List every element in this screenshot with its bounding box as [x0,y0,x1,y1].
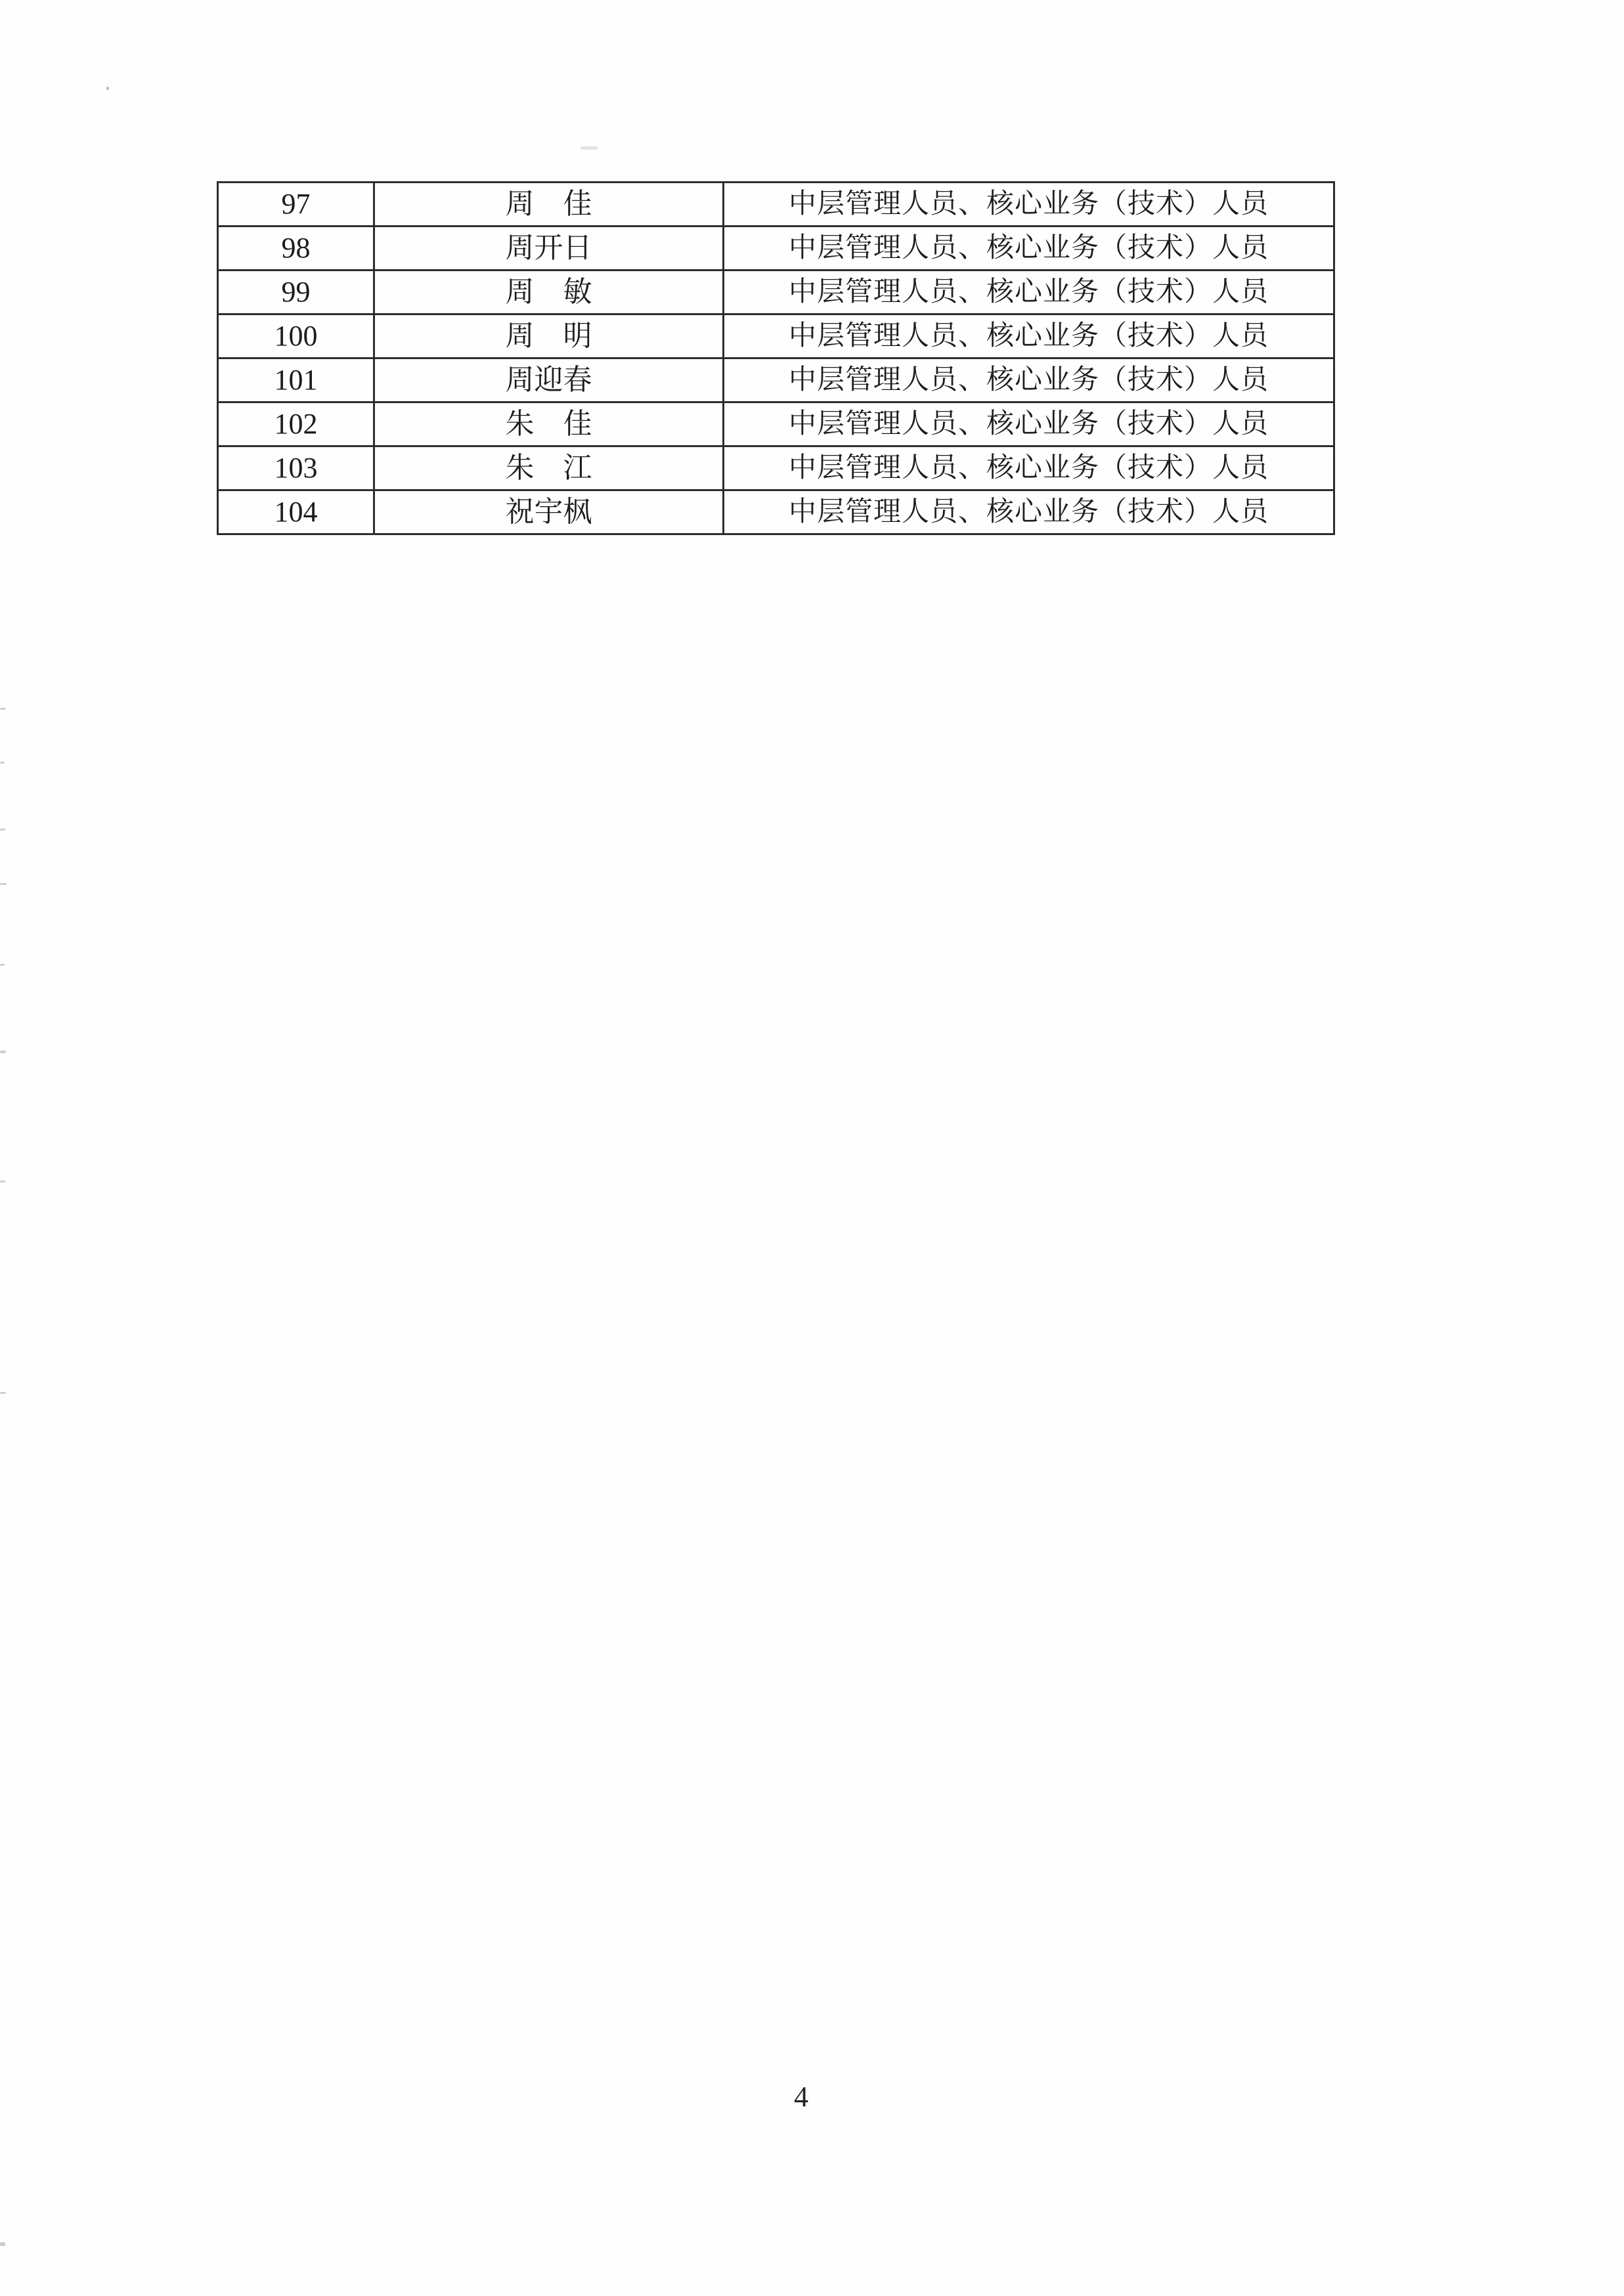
row-number-cell: 101 [218,358,374,402]
row-number-cell: 103 [218,446,374,490]
row-number-cell: 100 [218,314,374,358]
scan-artifact [0,762,5,764]
name-cell: 周 明 [374,314,724,358]
scan-artifact [0,883,7,885]
table-row [218,227,1334,271]
row-number-cell: 99 [218,271,374,314]
table-row [218,358,1334,402]
scan-artifact [0,829,5,831]
scan-artifact [106,87,109,90]
name-cell: 周 佳 [374,183,724,227]
scan-artifact [0,708,6,710]
scan-artifact [0,964,5,966]
row-number-cell: 104 [218,490,374,534]
name-cell: 朱 佳 [374,402,724,446]
table-row [218,314,1334,358]
name-cell: 周迎春 [374,358,724,402]
personnel-roster-table [217,181,1335,535]
category-cell: 中层管理人员、核心业务（技术）人员 [724,183,1334,227]
category-cell: 中层管理人员、核心业务（技术）人员 [724,402,1334,446]
table-row [218,402,1334,446]
row-number-cell: 97 [218,183,374,227]
name-cell: 周开日 [374,227,724,271]
scan-artifact [581,146,598,150]
name-cell: 祝宇枫 [374,490,724,534]
row-number-cell: 102 [218,402,374,446]
scan-artifact [0,2242,5,2246]
name-cell: 朱 江 [374,446,724,490]
table-row [218,490,1334,534]
scan-artifact [0,1051,6,1053]
table-row [218,446,1334,490]
table-row [218,271,1334,314]
page-number: 4 [794,2081,808,2113]
row-number-cell: 98 [218,227,374,271]
scan-artifact [0,1392,6,1394]
category-cell: 中层管理人员、核心业务（技术）人员 [724,271,1334,314]
table-row [218,183,1334,227]
category-cell: 中层管理人员、核心业务（技术）人员 [724,314,1334,358]
scan-artifact [0,1180,5,1182]
category-cell: 中层管理人员、核心业务（技术）人员 [724,490,1334,534]
category-cell: 中层管理人员、核心业务（技术）人员 [724,227,1334,271]
category-cell: 中层管理人员、核心业务（技术）人员 [724,358,1334,402]
name-cell: 周 敏 [374,271,724,314]
category-cell: 中层管理人员、核心业务（技术）人员 [724,446,1334,490]
